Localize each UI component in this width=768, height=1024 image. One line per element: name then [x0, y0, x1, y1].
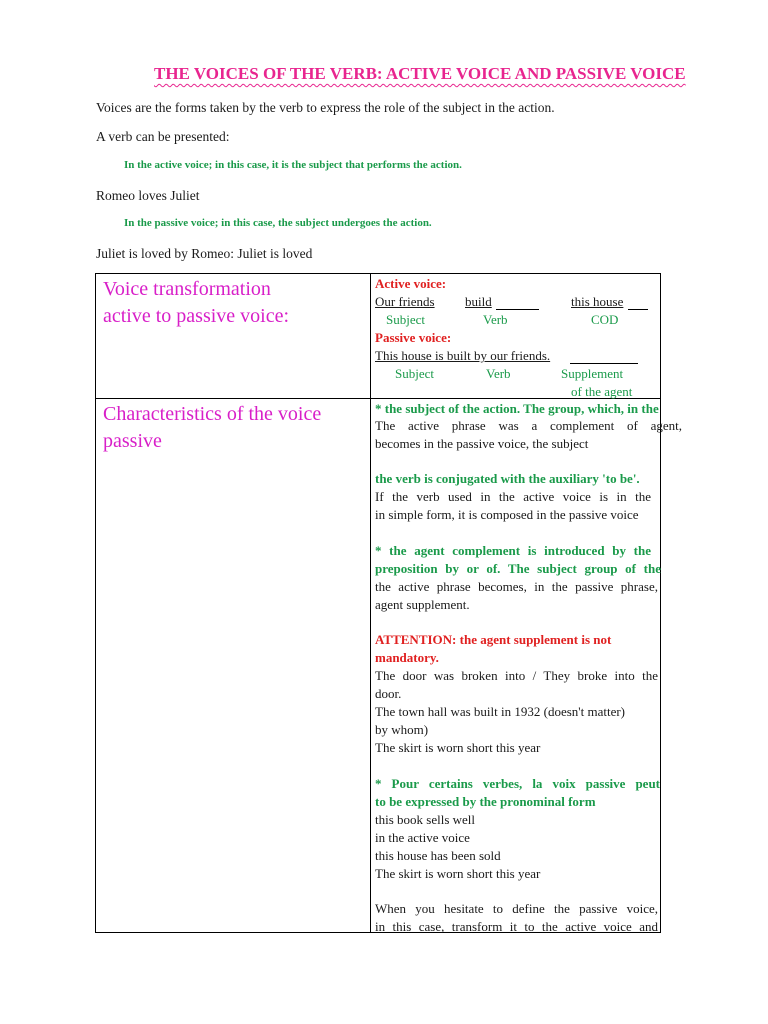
example-town-hall: The town hall was built in 1932 (doesn't matter): [375, 704, 626, 719]
char-point-3b: preposition by or of. The subject group of the: [375, 561, 661, 576]
example-door: The door was broken into / They broke into the: [375, 668, 658, 683]
char-point-1: * the subject of the action. The group, which, in the: [375, 401, 659, 416]
char-text-2b: in simple form, it is composed in the passive voice: [375, 507, 639, 522]
passive-sentence-underline: [570, 363, 638, 364]
pronominal-point-2: to be expressed by the pronominal form: [375, 794, 596, 809]
cod-label: COD: [591, 312, 619, 327]
voice-table: [95, 273, 682, 934]
char-text-3a: the active phrase becomes, in the passive phrase,: [375, 579, 658, 594]
verb-presented-line: A verb can be presented:: [96, 129, 230, 144]
row2-heading-line1: Characteristics of the voice: [103, 403, 322, 425]
active-voice-label: Active voice:: [375, 276, 447, 291]
bullet-active-voice: [118, 159, 462, 171]
passive-voice-label: Passive voice:: [375, 330, 452, 345]
our-friends: Our friends: [375, 294, 435, 309]
hesitate-line-1: When you hesitate to define the passive voice,: [375, 901, 658, 916]
char-text-1b: becomes in the passive voice, the subject: [375, 436, 589, 451]
bullet-passive-voice: [118, 217, 432, 229]
hesitate-line-2: in this case, transform it to the active voice and: [375, 919, 658, 934]
example-skirt-2: The skirt is worn short this year: [375, 866, 541, 881]
this-house-underline: [628, 309, 648, 310]
intro-paragraph: Voices are the forms taken by the verb to express the role of the subject in the action.: [96, 100, 555, 115]
bullet-passive-text: In the passive voice; in this case, the subject undergoes the action.: [124, 217, 432, 229]
attention-line-2: mandatory.: [375, 650, 439, 665]
example-passive: Juliet is loved by Romeo: Juliet is loved: [96, 246, 313, 261]
example-book: this book sells well: [375, 812, 476, 827]
verb-label: Verb: [483, 312, 508, 327]
subject-label-2: Subject: [395, 366, 434, 381]
pronominal-point-1: * Pour certains verbes, la voix passive peut: [375, 776, 660, 791]
row1-heading-line2: active to passive voice:: [103, 305, 290, 327]
char-text-2a: If the verb used in the active voice is in the: [375, 489, 651, 504]
row2-heading: [103, 401, 321, 455]
char-text-3b: agent supplement.: [375, 597, 470, 612]
document-title: THE VOICES OF THE VERB: ACTIVE VOICE AND PASSIVE VOICE: [154, 64, 686, 83]
example-skirt: The skirt is worn short this year: [375, 740, 541, 755]
row1-heading: [103, 276, 289, 330]
example-door-2: door.: [375, 686, 402, 701]
attention-line-1: ATTENTION: the agent supplement is not: [375, 632, 612, 647]
passive-sentence: This house is built by our friends.: [375, 348, 551, 363]
build-word: build: [465, 294, 492, 309]
row2-heading-line2: passive: [103, 430, 162, 452]
char-text-1a: The active phrase was a complement of agent,: [375, 418, 682, 433]
this-house-word: this house: [571, 294, 624, 309]
table-column-divider: [370, 274, 371, 932]
bullet-active-text: In the active voice; in this case, it is the subject that performs the action.: [124, 159, 462, 171]
example-active-voice: in the active voice: [375, 830, 470, 845]
example-town-hall-2: by whom): [375, 722, 429, 737]
build-underline: [496, 309, 539, 310]
example-house-sold: this house has been sold: [375, 848, 501, 863]
of-the-agent-label: of the agent: [571, 384, 633, 399]
verb-label-2: Verb: [486, 366, 511, 381]
subject-label: Subject: [386, 312, 425, 327]
supplement-label: Supplement: [561, 366, 624, 381]
char-point-2: the verb is conjugated with the auxiliary 'to be'.: [375, 471, 640, 486]
row1-heading-line1: Voice transformation: [103, 278, 271, 300]
char-point-3a: * the agent complement is introduced by the: [375, 543, 651, 558]
example-active: Romeo loves Juliet: [96, 188, 200, 203]
